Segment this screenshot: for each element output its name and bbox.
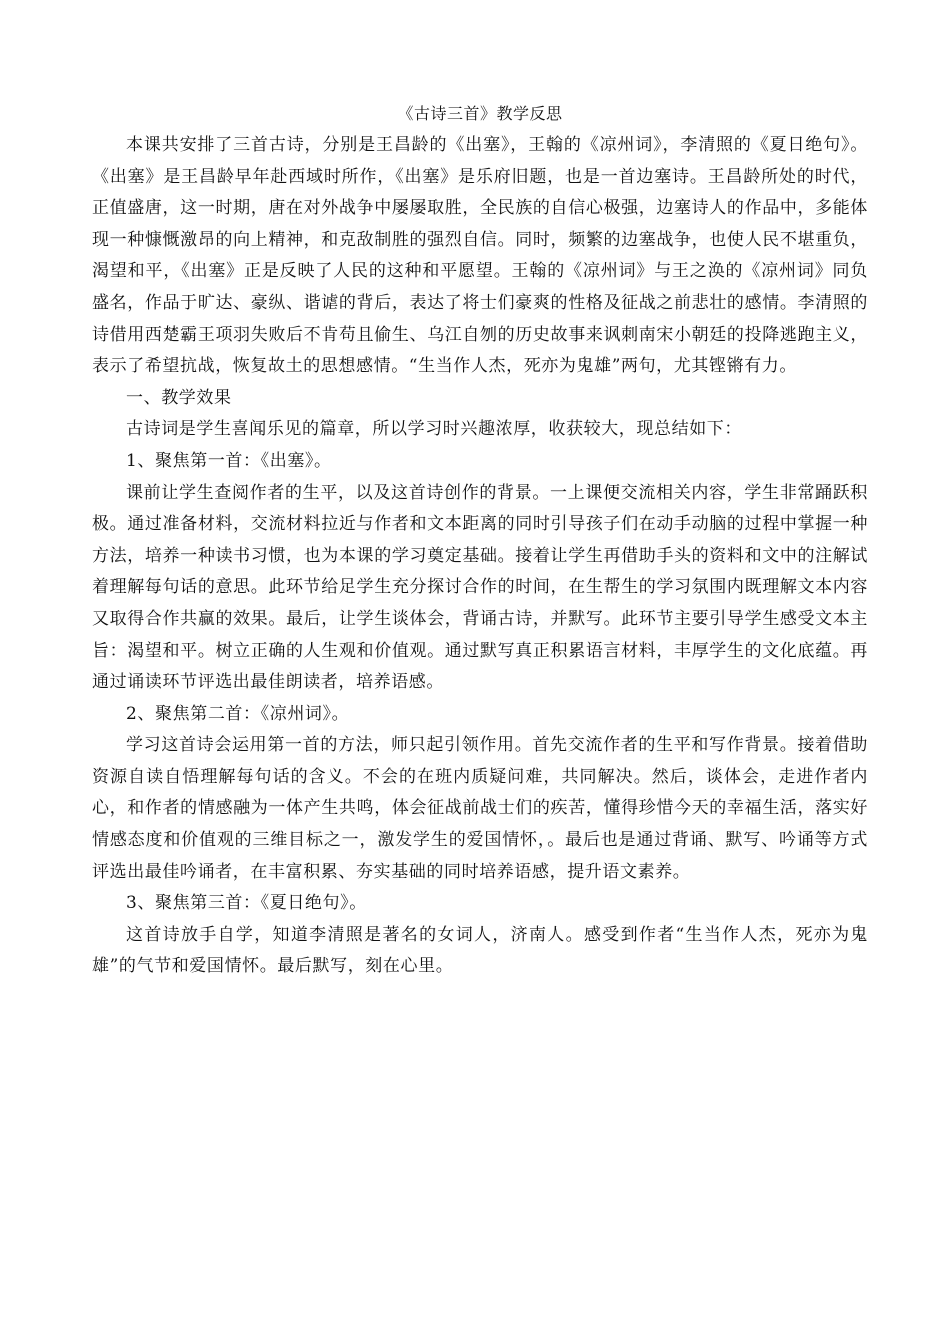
section1-intro-paragraph: 古诗词是学生喜闻乐见的篇章，所以学习时兴趣浓厚，收获较大，现总结如下： — [126, 419, 742, 440]
intro-paragraph: 本课共安排了三首古诗，分别是王昌龄的《出塞》，王翰的《凉州词》，李清照的《夏日绝句》。《出塞》是王昌龄早年赴西域时所作，《出塞》是乐府旧题，也是一首边塞诗。王昌龄所处的时代，正值盛唐，这一时期，唐在对外战争中屡屡取胜，全民族的自信心极强，边塞诗人的作品中，多能体现一种慷慨激昂的向上精神，和克敌制胜的强烈自信。同时，频繁的边塞战争，也使人民不堪重负，渴望和平，《出塞》正是反映了人民的这种和平愿望。王翰的《凉州词》与王之涣的《凉州词》同负盛名，作品于旷达、豪纵、谐谑的背后，表达了将士们豪爽的性格及征战之前悲壮的感情。李清照的诗借用西楚霸王项羽失败后不肯苟且偷生、乌江自刎的历史故事来讽刺南宋小朝廷的投降逃跑主义，表示了希望抗战，恢复故土的思想感情。“生当作人杰，死亦为鬼雄”两句，尤其铿锵有力。 — [92, 135, 868, 377]
focus3-paragraph: 这首诗放手自学，知道李清照是著名的女词人，济南人。感受到作者“生当作人杰，死亦为鬼雄”的气节和爱国情怀。最后默写，刻在心里。 — [92, 924, 868, 977]
section1-heading: 一、教学效果 — [126, 387, 232, 408]
focus2-heading: 2、聚焦第二首：《凉州词》。 — [126, 703, 350, 724]
focus1-paragraph: 课前让学生查阅作者的生平，以及这首诗创作的背景。一上课便交流相关内容，学生非常踊跃积极。通过准备材料，交流材料拉近与作者和文本距离的同时引导孩子们在动手动脑的过程中掌握一种方法，培养一种读书习惯，也为本课的学习奠定基础。接着让学生再借助手头的资料和文中的注解试着理解每句话的意思。此环节给足学生充分探讨合作的时间，在生帮生的学习氛围内既理解文本内容又取得合作共赢的效果。最后，让学生谈体会，背诵古诗，并默写。此环节主要引导学生感受文本主旨：渴望和平。树立正确的人生观和价值观。通过默写真正积累语言材料，丰厚学生的文化底蕴。再通过诵读环节评选出最佳朗读者，培养语感。 — [92, 482, 868, 693]
document-title: 《古诗三首》教学反思 — [397, 104, 563, 123]
focus1-heading: 1、聚焦第一首：《出塞》。 — [126, 450, 332, 471]
focus2-paragraph: 学习这首诗会运用第一首的方法，师只起引领作用。首先交流作者的生平和写作背景。接着借助资源自读自悟理解每句话的含义。不会的在班内质疑问难，共同解决。然后，谈体会，走进作者内心，和作者的情感融为一体产生共鸣，体会征战前战士们的疾苦，懂得珍惜今天的幸福生活，落实好情感态度和价值观的三维目标之一，激发学生的爱国情怀，。最后也是通过背诵、默写、吟诵等方式评选出最佳吟诵者，在丰富积累、夯实基础的同时培养语感，提升语文素养。 — [92, 735, 868, 882]
focus3-heading: 3、聚焦第三首：《夏日绝句》。 — [126, 893, 367, 914]
document-page — [92, 98, 868, 983]
